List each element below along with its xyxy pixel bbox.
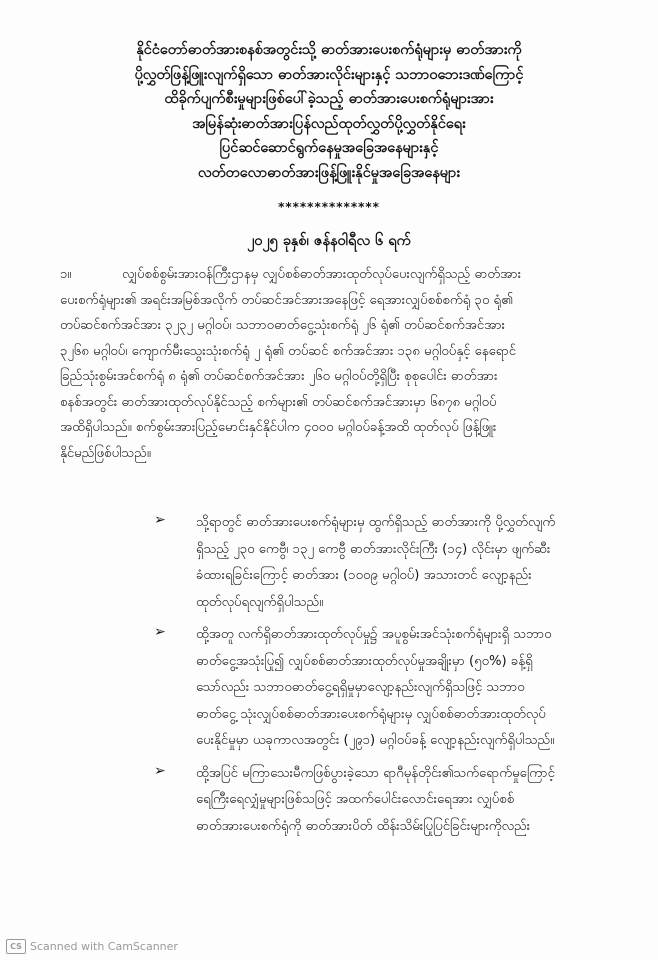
arrow-bullet-icon: ➢ [154, 624, 166, 640]
bullet-list [154, 510, 624, 846]
document-date: ၂၀၂၅ ခုနှစ်၊ ဇန်နဝါရီလ ၆ ရက် [247, 233, 411, 249]
title-line: ပို့လွှတ်ဖြန့်ဖြူးလျက်ရှိသော ဓာတ်အားလိုင်းများနှင့် သဘာဝဘေးဒဏ်ကြောင့် [134, 66, 524, 83]
arrow-bullet-icon: ➢ [154, 512, 166, 528]
bullet-line: ဓာတ်ငွေ့ သုံးလျှပ်စစ်ဓာတ်အားပေးစက်ရုံများမှ လျှပ်စစ်ဓာတ်အားထုတ်လုပ် [196, 706, 546, 722]
paragraph-number: ၁။ [60, 267, 72, 282]
title-line: ပြင်ဆင်ဆောင်ရွက်နေမှုအခြေအနေများနှင့် [219, 140, 439, 156]
bullet-line: သို့ရာတွင် ဓာတ်အားပေးစက်ရုံများမှ ထွက်ရှိသည့် ဓာတ်အားကို ပို့လွှတ်လျက် [196, 515, 556, 530]
bullet-line: ထို့အတူ လက်ရှိဓာတ်အားထုတ်လုပ်မှု၌ အပူစွမ်းအင်သုံးစက်ရုံများရှိ သဘာဝ [196, 627, 552, 642]
title-line: ထိခိုက်ပျက်စီးမှုများဖြစ်ပေါ်ခဲ့သည့် ဓာတ်အားပေးစက်ရုံများအား [164, 91, 494, 107]
bullet-line: ပေးနိုင်မှုမှာ ယခုကာလအတွင်း (၂၉၁) မဂ္ဂါဝပ်ခန့် လျော့နည်းလျက်ရှိပါသည်။ [196, 733, 555, 748]
bullet-line: ထုတ်လုပ်ရလျက်ရှိပါသည်။ [196, 594, 324, 610]
bullet-line: ရှိသည့် ၂၃၀ ကေဗွီ၊ ၁၃၂ ကေဗွီ ဓာတ်အားလိုင်းကြီး (၁၄) လိုင်းမှာ ဖျက်ဆီး [196, 541, 551, 557]
bullet-item [154, 622, 624, 755]
paragraph-line: ၃၂၆၈ မဂ္ဂါဝပ်၊ ကျောက်မီးသွေးသုံးစက်ရုံ ၂ ရုံ၏ တပ်ဆင် စက်အင်အား ၁၃၈ မဂ္ဂါဝပ်နှင့် နေရောင် [60, 343, 517, 359]
scanner-watermark [6, 938, 178, 954]
bullet-text [196, 510, 624, 616]
bullet-item [154, 510, 624, 616]
paragraph-line: ခြည်သုံးစွမ်းအင်စက်ရုံ ၈ ရုံ၏ တပ်ဆင်စက်အင်အား ၂၆၀ မဂ္ဂါဝပ်တို့ရှိပြီး စုစုပေါင်း ဓာတ်အား [60, 369, 498, 384]
title-line: လတ်တလောဓာတ်အားဖြန့်ဖြူးနိုင်မှုအခြေအနေများ [197, 164, 461, 181]
paragraph-line: စနစ်အတွင်း ဓာတ်အားထုတ်လုပ်နိုင်သည့် စက်များ၏ တပ်ဆင်စက်အင်အားမှာ ၆၈၇၈ မဂ္ဂါဝပ် [60, 394, 497, 410]
bullet-text [196, 622, 624, 755]
bullet-line: ဓာတ်အားပေးစက်ရုံကို ဓာတ်အားပိတ် ထိန်းသိမ်းပြုပြင်ခြင်းများကိုလည်း [196, 818, 531, 834]
title-line: နိုင်ငံတော်ဓာတ်အားစနစ်အတွင်းသို့ ဓာတ်အားပေးစက်ရုံများမှ ဓာတ်အားကို [136, 42, 522, 58]
bullet-line: ထို့အပြင် မကြာသေးမီကဖြစ်ပွားခဲ့သော ရာဂီမုန်တိုင်း၏သက်ရောက်မှုကြောင့် [196, 765, 555, 781]
arrow-bullet-icon: ➢ [154, 762, 166, 779]
scanner-label: Scanned with CamScanner [30, 939, 178, 953]
paragraph-line: နိုင်မည်ဖြစ်ပါသည်။ [60, 445, 151, 461]
bullet-line: သော်လည်း သဘာဝဓာတ်ငွေ့ရရှိမှုမှာလျော့နည်းလျက်ရှိသဖြင့် သဘာဝ [196, 680, 525, 695]
bullet-line: ရေကြီးရေလျှံမှုများဖြစ်သဖြင့် အထက်ပေါင်းလောင်းရေအား လျှပ်စစ် [196, 792, 515, 807]
bullet-line: ဓာတ်ငွေ့အသုံးပြု၍ လျှပ်စစ်ဓာတ်အားထုတ်လုပ်မှုအချိုးမှာ (၅၀%) ခန့်ရှိ [196, 653, 533, 669]
bullet-text [196, 761, 624, 841]
bullet-item [154, 761, 624, 841]
title-line: အမြန်ဆုံးဓာတ်အားပြန်လည်ထုတ်လွှတ်ပို့လွှတ်နိုင်ရေး [192, 115, 466, 132]
camscanner-logo-icon: CS [6, 939, 26, 954]
paragraph-line: တပ်ဆင်စက်အင်အား ၃၂၃၂ မဂ္ဂါဝပ်၊ သဘာဝဓာတ်ငွေ့သုံးစက်ရုံ ၂၆ ရုံ၏ တပ်ဆင်စက်အင်အား [60, 318, 506, 333]
paragraph-text: လျှပ်စစ်စွမ်းအားဝန်ကြီးဌာနမှ လျှပ်စစ်ဓာတ်အားထုတ်လုပ်ပေးလျက်ရှိသည့် ဓာတ်အား [122, 267, 522, 282]
paragraph-line: ပေးစက်ရုံများ၏ အရင်းအမြစ်အလိုက် တပ်ဆင်အင်အားအနေဖြင့် ရေအားလျှပ်စစ်စက်ရုံ ၃၀ ရုံ၏ [60, 292, 513, 308]
paragraph-1 [60, 262, 620, 466]
paragraph-line: အထိရှိပါသည်။ စက်စွမ်းအားပြည့်မောင်းနှင်နိုင်ပါက ၄၀၀၀ မဂ္ဂါဝပ်ခန့်အထိ ထုတ်လုပ် ဖြန့်ဖြူး [60, 420, 497, 435]
document-title [40, 38, 618, 185]
title-separator: ************** [278, 200, 380, 214]
paragraph-line [60, 262, 620, 288]
bullet-line: ခံထားရခြင်းကြောင့် ဓာတ်အား (၁၀၀၉ မဂ္ဂါဝပ်) အသားတင် လျော့နည်း [196, 568, 532, 583]
